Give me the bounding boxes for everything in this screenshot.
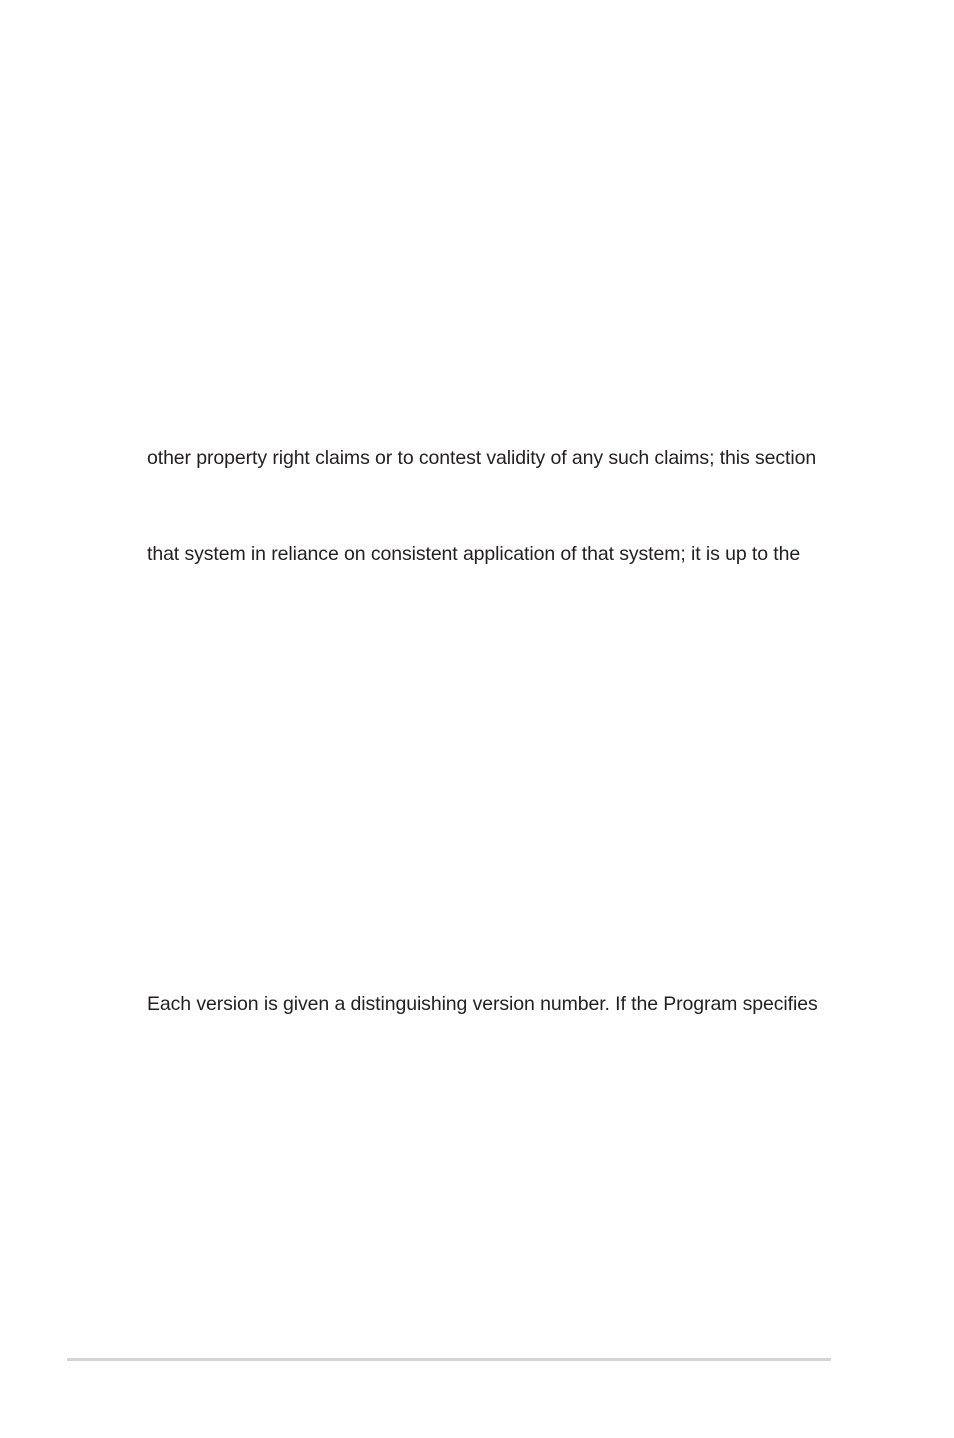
footer-divider xyxy=(67,1358,831,1361)
body-text-line: other property right claims or to contest validity of any such claims; this section xyxy=(147,447,817,469)
body-text-line: that system in reliance on consistent application of that system; it is up to the xyxy=(147,543,801,565)
body-text-line: Each version is given a distinguishing version number. If the Program specifies xyxy=(147,993,818,1015)
